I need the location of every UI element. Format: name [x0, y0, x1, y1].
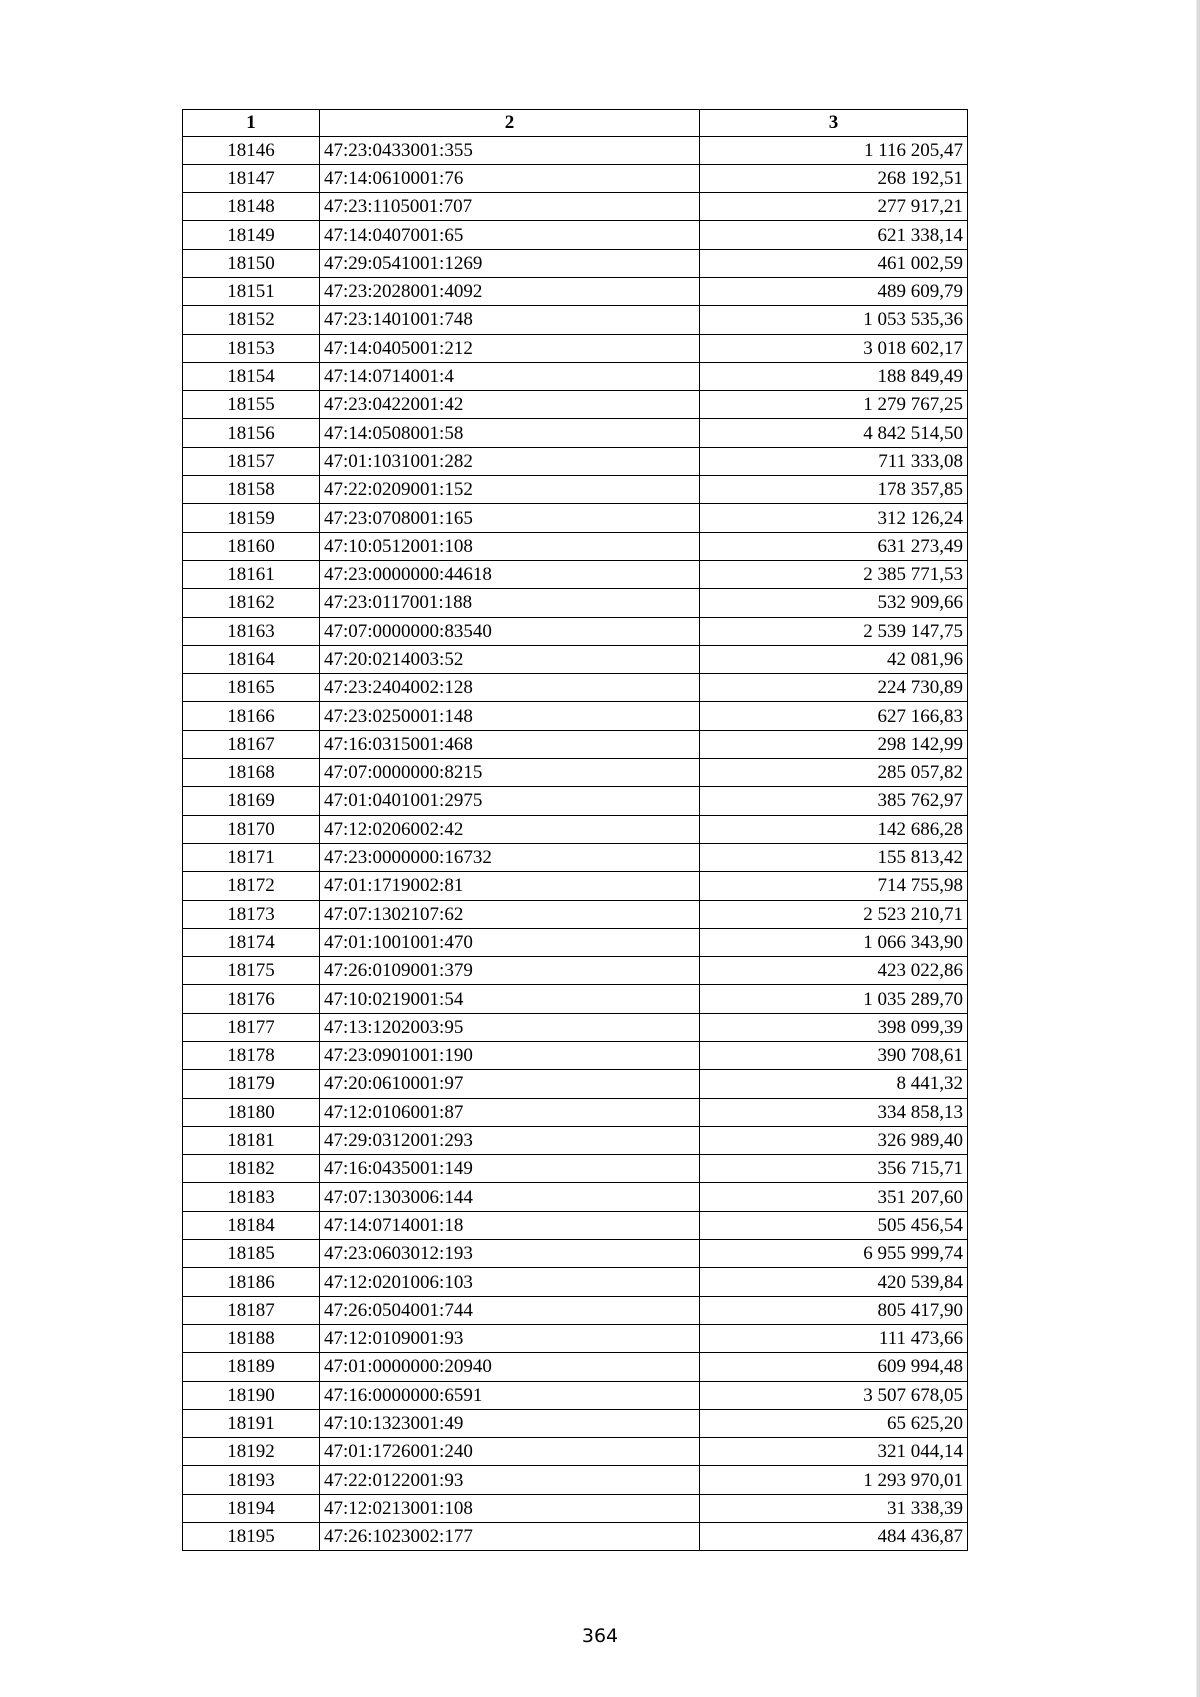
cadastral-value-cell: 1 066 343,90 [700, 928, 968, 956]
cadastral-number-cell: 47:23:0250001:148 [320, 702, 700, 730]
table-row [183, 306, 968, 334]
cadastral-value-cell: 31 338,39 [700, 1494, 968, 1522]
cadastral-value-cell: 714 755,98 [700, 872, 968, 900]
cadastral-number-cell: 47:01:0000000:20940 [320, 1353, 700, 1381]
table-row [183, 702, 968, 730]
row-number-cell: 18194 [183, 1494, 320, 1522]
cadastral-value-cell: 627 166,83 [700, 702, 968, 730]
cadastral-value-cell: 505 456,54 [700, 1211, 968, 1239]
row-number-cell: 18152 [183, 306, 320, 334]
table-row [183, 1013, 968, 1041]
table-row [183, 1409, 968, 1437]
table-row [183, 1268, 968, 1296]
cadastral-value-cell: 532 909,66 [700, 589, 968, 617]
cadastral-number-cell: 47:23:2404002:128 [320, 674, 700, 702]
cadastral-number-cell: 47:23:0708001:165 [320, 504, 700, 532]
row-number-cell: 18171 [183, 843, 320, 871]
row-number-cell: 18167 [183, 730, 320, 758]
row-number-cell: 18195 [183, 1523, 320, 1551]
row-number-cell: 18166 [183, 702, 320, 730]
table-row [183, 164, 968, 192]
cadastral-number-cell: 47:16:0315001:468 [320, 730, 700, 758]
cadastral-number-cell: 47:12:0201006:103 [320, 1268, 700, 1296]
table-body [183, 136, 968, 1551]
table-row [183, 476, 968, 504]
cadastral-number-cell: 47:12:0106001:87 [320, 1098, 700, 1126]
row-number-cell: 18193 [183, 1466, 320, 1494]
table-row [183, 928, 968, 956]
cadastral-number-cell: 47:12:0213001:108 [320, 1494, 700, 1522]
row-number-cell: 18185 [183, 1240, 320, 1268]
cadastral-value-cell: 155 813,42 [700, 843, 968, 871]
table-header [183, 110, 968, 137]
row-number-cell: 18190 [183, 1381, 320, 1409]
row-number-cell: 18170 [183, 815, 320, 843]
table-row [183, 617, 968, 645]
cadastral-number-cell: 47:07:1303006:144 [320, 1183, 700, 1211]
table-row [183, 193, 968, 221]
cadastral-number-cell: 47:16:0435001:149 [320, 1155, 700, 1183]
row-number-cell: 18148 [183, 193, 320, 221]
row-number-cell: 18164 [183, 645, 320, 673]
table-row [183, 589, 968, 617]
cadastral-value-cell: 351 207,60 [700, 1183, 968, 1211]
table-row [183, 221, 968, 249]
cadastral-value-cell: 334 858,13 [700, 1098, 968, 1126]
table-row [183, 1324, 968, 1352]
cadastral-value-cell: 8 441,32 [700, 1070, 968, 1098]
cadastral-value-cell: 420 539,84 [700, 1268, 968, 1296]
cadastral-value-cell: 631 273,49 [700, 532, 968, 560]
cadastral-number-cell: 47:12:0109001:93 [320, 1324, 700, 1352]
cadastral-number-cell: 47:10:1323001:49 [320, 1409, 700, 1437]
table-row [183, 1240, 968, 1268]
cadastral-value-cell: 1 293 970,01 [700, 1466, 968, 1494]
cadastral-number-cell: 47:23:0603012:193 [320, 1240, 700, 1268]
row-number-cell: 18183 [183, 1183, 320, 1211]
row-number-cell: 18174 [183, 928, 320, 956]
row-number-cell: 18165 [183, 674, 320, 702]
table-row [183, 900, 968, 928]
row-number-cell: 18180 [183, 1098, 320, 1126]
cadastral-number-cell: 47:29:0312001:293 [320, 1126, 700, 1154]
cadastral-value-cell: 398 099,39 [700, 1013, 968, 1041]
row-number-cell: 18155 [183, 391, 320, 419]
row-number-cell: 18150 [183, 249, 320, 277]
table-row [183, 1494, 968, 1522]
row-number-cell: 18153 [183, 334, 320, 362]
row-number-cell: 18149 [183, 221, 320, 249]
cadastral-number-cell: 47:01:0401001:2975 [320, 787, 700, 815]
cadastral-number-cell: 47:07:0000000:8215 [320, 759, 700, 787]
row-number-cell: 18172 [183, 872, 320, 900]
table-row [183, 136, 968, 164]
cadastral-value-cell: 609 994,48 [700, 1353, 968, 1381]
table-row [183, 1296, 968, 1324]
table-row [183, 1438, 968, 1466]
cadastral-number-cell: 47:29:0541001:1269 [320, 249, 700, 277]
table-row [183, 843, 968, 871]
table-row [183, 1523, 968, 1551]
cadastral-value-cell: 277 917,21 [700, 193, 968, 221]
row-number-cell: 18158 [183, 476, 320, 504]
table-row [183, 815, 968, 843]
cadastral-value-cell: 188 849,49 [700, 362, 968, 390]
cadastral-number-cell: 47:07:1302107:62 [320, 900, 700, 928]
row-number-cell: 18163 [183, 617, 320, 645]
cadastral-number-cell: 47:10:0219001:54 [320, 985, 700, 1013]
table-row [183, 391, 968, 419]
cadastral-value-cell: 621 338,14 [700, 221, 968, 249]
cadastral-number-cell: 47:01:1719002:81 [320, 872, 700, 900]
row-number-cell: 18189 [183, 1353, 320, 1381]
cadastral-value-cell: 1 279 767,25 [700, 391, 968, 419]
row-number-cell: 18179 [183, 1070, 320, 1098]
row-number-cell: 18175 [183, 957, 320, 985]
row-number-cell: 18173 [183, 900, 320, 928]
table-row [183, 1098, 968, 1126]
cadastral-number-cell: 47:10:0512001:108 [320, 532, 700, 560]
cadastral-value-cell: 224 730,89 [700, 674, 968, 702]
row-number-cell: 18177 [183, 1013, 320, 1041]
cadastral-value-cell: 178 357,85 [700, 476, 968, 504]
cadastral-value-cell: 1 035 289,70 [700, 985, 968, 1013]
row-number-cell: 18176 [183, 985, 320, 1013]
cadastral-number-cell: 47:14:0508001:58 [320, 419, 700, 447]
cadastral-value-cell: 3 018 602,17 [700, 334, 968, 362]
cadastral-value-cell: 2 385 771,53 [700, 560, 968, 588]
cadastral-number-cell: 47:01:1031001:282 [320, 447, 700, 475]
cadastral-value-cell: 423 022,86 [700, 957, 968, 985]
table-row [183, 1126, 968, 1154]
row-number-cell: 18161 [183, 560, 320, 588]
cadastral-value-cell: 298 142,99 [700, 730, 968, 758]
cadastral-number-cell: 47:22:0209001:152 [320, 476, 700, 504]
table-row [183, 1183, 968, 1211]
row-number-cell: 18181 [183, 1126, 320, 1154]
row-number-cell: 18159 [183, 504, 320, 532]
cadastral-number-cell: 47:23:1401001:748 [320, 306, 700, 334]
table-row [183, 334, 968, 362]
cadastral-value-cell: 4 842 514,50 [700, 419, 968, 447]
cadastral-number-cell: 47:26:1023002:177 [320, 1523, 700, 1551]
column-header-2: 2 [320, 110, 700, 137]
table-row [183, 504, 968, 532]
cadastral-number-cell: 47:13:1202003:95 [320, 1013, 700, 1041]
cadastral-value-cell: 42 081,96 [700, 645, 968, 673]
cadastral-value-cell: 268 192,51 [700, 164, 968, 192]
row-number-cell: 18169 [183, 787, 320, 815]
cadastral-number-cell: 47:23:2028001:4092 [320, 277, 700, 305]
cadastral-number-cell: 47:26:0109001:379 [320, 957, 700, 985]
table-row [183, 787, 968, 815]
row-number-cell: 18151 [183, 277, 320, 305]
cadastral-number-cell: 47:07:0000000:83540 [320, 617, 700, 645]
table-row [183, 730, 968, 758]
row-number-cell: 18157 [183, 447, 320, 475]
cadastral-number-cell: 47:23:1105001:707 [320, 193, 700, 221]
table-row [183, 249, 968, 277]
cadastral-number-cell: 47:14:0714001:4 [320, 362, 700, 390]
cadastral-value-cell: 489 609,79 [700, 277, 968, 305]
table-row [183, 1070, 968, 1098]
cadastral-value-cell: 2 523 210,71 [700, 900, 968, 928]
row-number-cell: 18160 [183, 532, 320, 560]
cadastral-number-cell: 47:23:0000000:44618 [320, 560, 700, 588]
row-number-cell: 18192 [183, 1438, 320, 1466]
table-row [183, 1211, 968, 1239]
table-row [183, 447, 968, 475]
cadastral-value-cell: 111 473,66 [700, 1324, 968, 1352]
row-number-cell: 18187 [183, 1296, 320, 1324]
cadastral-number-cell: 47:20:0214003:52 [320, 645, 700, 673]
row-number-cell: 18147 [183, 164, 320, 192]
cadastral-value-cell: 6 955 999,74 [700, 1240, 968, 1268]
cadastral-number-cell: 47:16:0000000:6591 [320, 1381, 700, 1409]
cadastral-value-cell: 356 715,71 [700, 1155, 968, 1183]
row-number-cell: 18184 [183, 1211, 320, 1239]
cadastral-value-cell: 326 989,40 [700, 1126, 968, 1154]
cadastral-number-cell: 47:23:0422001:42 [320, 391, 700, 419]
table-row [183, 1353, 968, 1381]
table-row [183, 362, 968, 390]
cadastral-value-cell: 711 333,08 [700, 447, 968, 475]
cadastral-value-cell: 285 057,82 [700, 759, 968, 787]
header-row [183, 110, 968, 137]
table-row [183, 1466, 968, 1494]
row-number-cell: 18146 [183, 136, 320, 164]
table-row [183, 985, 968, 1013]
row-number-cell: 18156 [183, 419, 320, 447]
cadastral-number-cell: 47:01:1001001:470 [320, 928, 700, 956]
row-number-cell: 18188 [183, 1324, 320, 1352]
cadastral-number-cell: 47:22:0122001:93 [320, 1466, 700, 1494]
cadastral-number-cell: 47:20:0610001:97 [320, 1070, 700, 1098]
cadastral-number-cell: 47:23:0000000:16732 [320, 843, 700, 871]
column-header-1: 1 [183, 110, 320, 137]
table-row [183, 419, 968, 447]
table-row [183, 872, 968, 900]
column-header-3: 3 [700, 110, 968, 137]
cadastral-value-cell: 461 002,59 [700, 249, 968, 277]
page-number: 364 [581, 1625, 619, 1647]
table-row [183, 645, 968, 673]
table-row [183, 277, 968, 305]
table-row [183, 1381, 968, 1409]
cadastral-number-cell: 47:14:0407001:65 [320, 221, 700, 249]
cadastral-number-cell: 47:14:0714001:18 [320, 1211, 700, 1239]
row-number-cell: 18186 [183, 1268, 320, 1296]
cadastral-number-cell: 47:23:0901001:190 [320, 1042, 700, 1070]
row-number-cell: 18168 [183, 759, 320, 787]
cadastral-number-cell: 47:14:0610001:76 [320, 164, 700, 192]
cadastral-number-cell: 47:23:0117001:188 [320, 589, 700, 617]
row-number-cell: 18178 [183, 1042, 320, 1070]
cadastral-number-cell: 47:23:0433001:355 [320, 136, 700, 164]
cadastral-number-cell: 47:01:1726001:240 [320, 1438, 700, 1466]
table-row [183, 1042, 968, 1070]
row-number-cell: 18191 [183, 1409, 320, 1437]
table-row [183, 532, 968, 560]
cadastral-value-cell: 312 126,24 [700, 504, 968, 532]
table-row [183, 957, 968, 985]
cadastral-number-cell: 47:14:0405001:212 [320, 334, 700, 362]
cadastral-number-cell: 47:26:0504001:744 [320, 1296, 700, 1324]
table-row [183, 674, 968, 702]
cadastral-number-cell: 47:12:0206002:42 [320, 815, 700, 843]
table-row [183, 759, 968, 787]
cadastral-value-cell: 2 539 147,75 [700, 617, 968, 645]
cadastral-value-cell: 321 044,14 [700, 1438, 968, 1466]
row-number-cell: 18182 [183, 1155, 320, 1183]
cadastral-value-cell: 805 417,90 [700, 1296, 968, 1324]
cadastral-value-cell: 390 708,61 [700, 1042, 968, 1070]
cadastral-value-cell: 3 507 678,05 [700, 1381, 968, 1409]
cadastral-value-cell: 142 686,28 [700, 815, 968, 843]
register-table [182, 109, 968, 1551]
table-row [183, 1155, 968, 1183]
cadastral-value-cell: 484 436,87 [700, 1523, 968, 1551]
cadastral-value-cell: 65 625,20 [700, 1409, 968, 1437]
row-number-cell: 18162 [183, 589, 320, 617]
row-number-cell: 18154 [183, 362, 320, 390]
cadastral-value-cell: 385 762,97 [700, 787, 968, 815]
cadastral-value-cell: 1 053 535,36 [700, 306, 968, 334]
cadastral-value-cell: 1 116 205,47 [700, 136, 968, 164]
table-row [183, 560, 968, 588]
